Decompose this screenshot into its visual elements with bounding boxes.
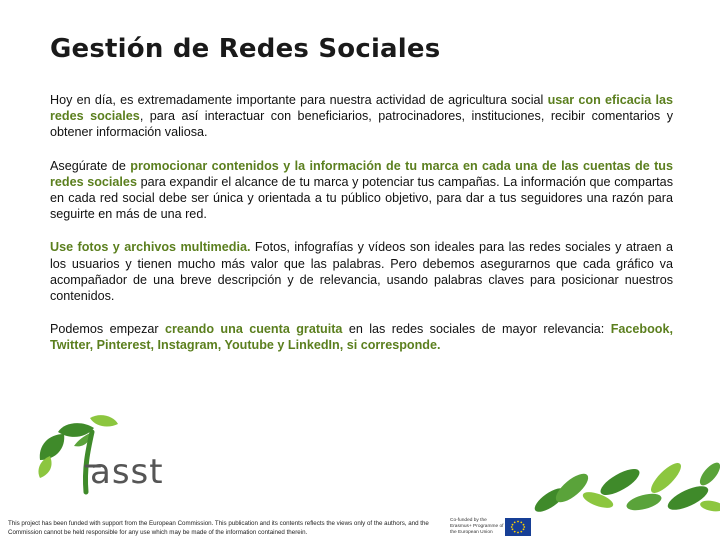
paragraph-3-highlight-1: Use fotos y archivos multimedia. <box>50 240 251 255</box>
paragraph-2-highlight-1: promocionar contenidos y la información de tu marca en cada una de las cuentas de tus redes sociales <box>50 158 673 189</box>
decorative-leaves-graphic <box>520 460 720 516</box>
paragraph-2 <box>50 158 673 223</box>
paragraph-1-highlight-1: usar con eficacia las redes sociales <box>50 93 674 124</box>
logo-text: asst <box>90 452 164 492</box>
eu-flag-icon <box>505 518 531 536</box>
slide-title: Gestión de Redes Sociales <box>50 34 441 64</box>
paragraph-3-text-1: Fotos, infografías y vídeos son ideales para las redes sociales y atraen a los usuarios y tienen mucho más valor que las palabras. Pero debemos asegurarnos que cada gráfico va acompañador de una breve descripción y de relevancia, usando palabras claves para posicionar nuestros contenidos. <box>50 240 673 304</box>
paragraph-1-text-2: , para así interactuar con beneficiarios, patrocinadores, instituciones, recibir comentarios y obtener información valiosa. <box>50 109 673 140</box>
paragraph-2-text-1: Asegúrate de <box>50 158 131 173</box>
paragraph-1 <box>50 92 673 141</box>
paragraph-4-text-1: Podemos empezar <box>50 322 166 337</box>
footer-disclaimer: This project has been funded with support from the European Commission. This publication and its contents reflects the views only of the authors, and the Commission cannot be held responsible for any use which may be made of the information contained therein. <box>8 520 429 536</box>
paragraph-4-highlight-1: creando una cuenta gratuita <box>165 322 343 337</box>
paragraph-2-text-2: para expandir el alcance de tu marca y potenciar tus campañas. La información que compartas en cada red social debe ser única y orientada a tu público objetivo, para dar a tus seguidores una razón para seguirte en más de una red. <box>50 174 673 222</box>
eu-cofunded-text: Co-funded by the Erasmus+ Programme of the European Union <box>450 518 504 535</box>
paragraph-4 <box>50 321 673 353</box>
left-margin-bar <box>0 0 34 540</box>
paragraph-4-text-2: en las redes sociales de mayor relevancia: <box>342 322 611 337</box>
slide-body <box>50 92 673 371</box>
paragraph-4-highlight-2: Facebook, Twitter, Pinterest, Instagram, Youtube y LinkedIn, si corresponde. <box>50 322 673 353</box>
paragraph-3 <box>50 239 673 304</box>
paragraph-1-text-1: Hoy en día, es extremadamente importante para nuestra actividad de agricultura social <box>50 93 548 107</box>
